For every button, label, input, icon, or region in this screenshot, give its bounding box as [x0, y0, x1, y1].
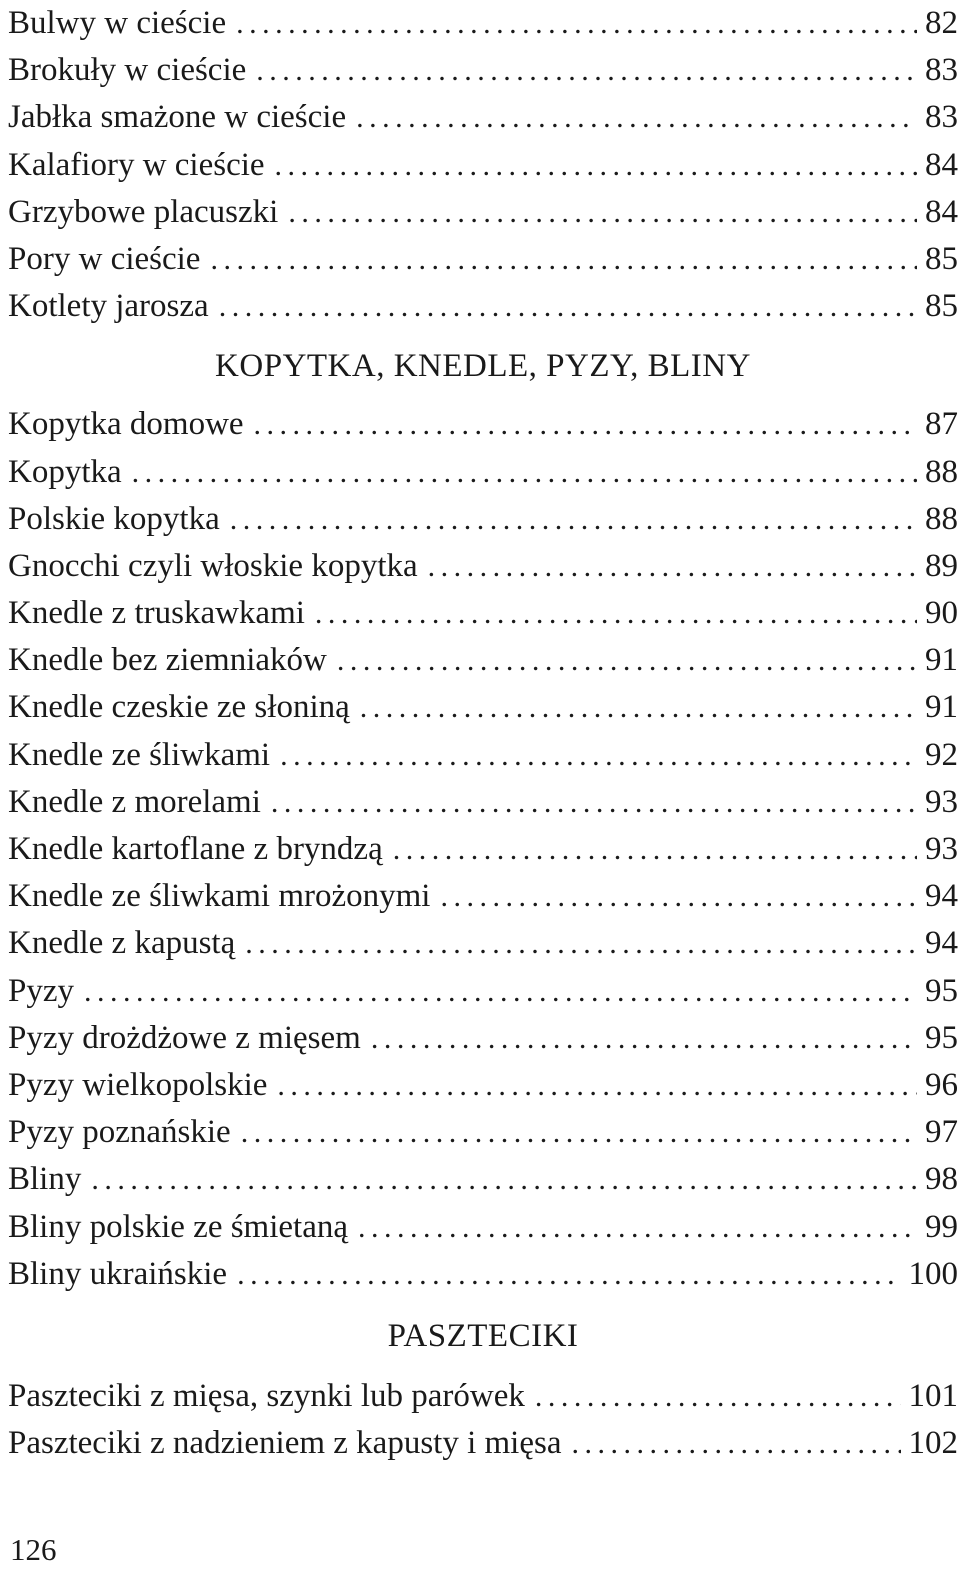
- toc-entry: [8, 47, 958, 94]
- toc-entry-page: 88: [925, 453, 958, 490]
- toc-entry-title: Pyzy wielkopolskie: [8, 1066, 268, 1103]
- table-of-contents: [8, 0, 958, 1467]
- toc-entry-page: 83: [925, 52, 958, 89]
- toc-entry: [8, 0, 958, 47]
- toc-entry-page: 97: [925, 1114, 958, 1151]
- toc-entry-title: Brokuły w cieście: [8, 52, 247, 89]
- dot-leader: [132, 449, 917, 496]
- dot-leader: [275, 142, 917, 189]
- toc-entry: [8, 590, 958, 637]
- toc-entry-title: Polskie kopytka: [8, 500, 220, 537]
- toc-entry-page: 95: [925, 1019, 958, 1056]
- toc-entry-page: 90: [925, 595, 958, 632]
- dot-leader: [237, 1251, 900, 1298]
- toc-entry-page: 83: [925, 99, 958, 136]
- dot-leader: [277, 1062, 917, 1109]
- toc-entry-page: 99: [925, 1208, 958, 1245]
- toc-entry-page: 93: [925, 831, 958, 867]
- dot-leader: [236, 0, 917, 47]
- toc-entry-title: Knedle ze śliwkami: [8, 736, 271, 773]
- toc-entry: [8, 826, 958, 873]
- section-heading: KOPYTKA, KNEDLE, PYZY, BLINY: [215, 348, 751, 385]
- toc-entry-title: Gnocchi czyli włoskie kopytka: [8, 547, 418, 584]
- dot-leader: [254, 401, 917, 448]
- toc-entry-page: 82: [925, 5, 958, 41]
- toc-entry-page: 94: [925, 878, 958, 915]
- toc-entry-title: Pyzy drożdżowe z mięsem: [8, 1019, 361, 1056]
- dot-leader: [337, 637, 917, 684]
- dot-leader: [315, 590, 917, 637]
- toc-entry-page: 85: [925, 240, 958, 277]
- toc-entry-page: 100: [908, 1255, 958, 1292]
- dot-leader: [271, 779, 917, 826]
- dot-leader: [280, 732, 917, 779]
- dot-leader: [356, 94, 917, 141]
- toc-entry: [8, 637, 958, 684]
- dot-leader: [360, 684, 917, 731]
- dot-leader: [210, 236, 917, 283]
- toc-entry: [8, 1109, 958, 1156]
- toc-entry: [8, 684, 958, 731]
- dot-leader: [91, 1156, 917, 1203]
- toc-entry-page: 94: [925, 925, 958, 962]
- toc-entry: [8, 236, 958, 283]
- toc-entry-page: 84: [925, 146, 958, 183]
- toc-entry-title: Kalafiory w cieście: [8, 146, 265, 183]
- toc-entry-title: Bliny: [8, 1161, 82, 1198]
- toc-entry: [8, 543, 958, 590]
- toc-entry: [8, 732, 958, 779]
- toc-entry-title: Paszteciki z mięsa, szynki lub parówek: [8, 1377, 525, 1414]
- toc-entry-title: Knedle z morelami: [8, 783, 261, 820]
- dot-leader: [440, 873, 917, 920]
- dot-leader: [393, 826, 917, 873]
- toc-entry-page: 84: [925, 193, 958, 230]
- toc-entry-title: Knedle z kapustą: [8, 925, 236, 962]
- toc-entry: [8, 1015, 958, 1062]
- dot-leader: [428, 543, 917, 590]
- toc-entry-page: 85: [925, 288, 958, 325]
- toc-entry-page: 92: [925, 736, 958, 773]
- toc-entry-page: 89: [925, 547, 958, 584]
- toc-entry-title: Paszteciki z nadzieniem z kapusty i mięsa: [8, 1425, 562, 1462]
- toc-entry-title: Kopytka: [8, 453, 122, 490]
- toc-group-a: [8, 0, 958, 330]
- toc-entry: [8, 968, 958, 1015]
- toc-entry-title: Grzybowe placuszki: [8, 193, 279, 230]
- toc-entry-page: 102: [908, 1425, 958, 1462]
- toc-entry-title: Bliny polskie ze śmietaną: [8, 1208, 349, 1245]
- toc-entry: [8, 1156, 958, 1203]
- toc-entry: [8, 1251, 958, 1298]
- toc-entry: [8, 1420, 958, 1467]
- toc-entry-page: 95: [925, 972, 958, 1009]
- dot-leader: [358, 1204, 917, 1251]
- dot-leader: [245, 920, 917, 967]
- toc-entry: [8, 449, 958, 496]
- dot-leader: [571, 1420, 900, 1467]
- toc-entry: [8, 401, 958, 448]
- dot-leader: [371, 1015, 917, 1062]
- toc-entry: [8, 1373, 958, 1420]
- toc-entry: [8, 1204, 958, 1251]
- toc-entry-title: Knedle kartoflane z bryndzą: [8, 831, 383, 867]
- dot-leader: [241, 1109, 917, 1156]
- toc-entry-title: Kotlety jarosza: [8, 288, 209, 325]
- toc-group-c: [8, 1373, 958, 1467]
- toc-entry: [8, 920, 958, 967]
- dot-leader: [535, 1373, 901, 1420]
- toc-entry-page: 96: [925, 1066, 958, 1103]
- toc-entry-page: 87: [925, 406, 958, 443]
- toc-entry: [8, 94, 958, 141]
- toc-entry: [8, 873, 958, 920]
- toc-entry: [8, 283, 958, 330]
- section-heading: PASZTECIKI: [387, 1317, 579, 1354]
- toc-entry-title: Knedle bez ziemniaków: [8, 642, 327, 679]
- dot-leader: [288, 189, 917, 236]
- toc-entry-title: Pyzy: [8, 972, 74, 1009]
- toc-entry-title: Knedle czeskie ze słoniną: [8, 689, 350, 726]
- dot-leader: [84, 968, 917, 1015]
- toc-entry-title: Pyzy poznańskie: [8, 1114, 231, 1151]
- toc-entry-title: Pory w cieście: [8, 240, 201, 277]
- toc-entry-page: 91: [925, 642, 958, 679]
- dot-leader: [256, 47, 917, 94]
- page-number: 126: [10, 1532, 57, 1567]
- toc-entry: [8, 189, 958, 236]
- toc-entry: [8, 496, 958, 543]
- toc-entry-title: Knedle z truskawkami: [8, 595, 305, 632]
- dot-leader: [230, 496, 917, 543]
- toc-entry-page: 88: [925, 500, 958, 537]
- toc-entry-title: Jabłka smażone w cieście: [8, 99, 347, 136]
- toc-entry-page: 91: [925, 689, 958, 726]
- toc-entry-page: 93: [925, 783, 958, 820]
- toc-group-b: [8, 401, 958, 1298]
- toc-entry-title: Kopytka domowe: [8, 406, 244, 443]
- toc-entry-page: 98: [925, 1161, 958, 1198]
- toc-entry: [8, 779, 958, 826]
- toc-entry-page: 101: [908, 1377, 958, 1414]
- dot-leader: [219, 283, 917, 330]
- toc-entry-title: Bliny ukraińskie: [8, 1255, 228, 1292]
- toc-entry-title: Knedle ze śliwkami mrożonymi: [8, 878, 431, 915]
- toc-entry-title: Bulwy w cieście: [8, 5, 227, 41]
- toc-entry: [8, 142, 958, 189]
- toc-entry: [8, 1062, 958, 1109]
